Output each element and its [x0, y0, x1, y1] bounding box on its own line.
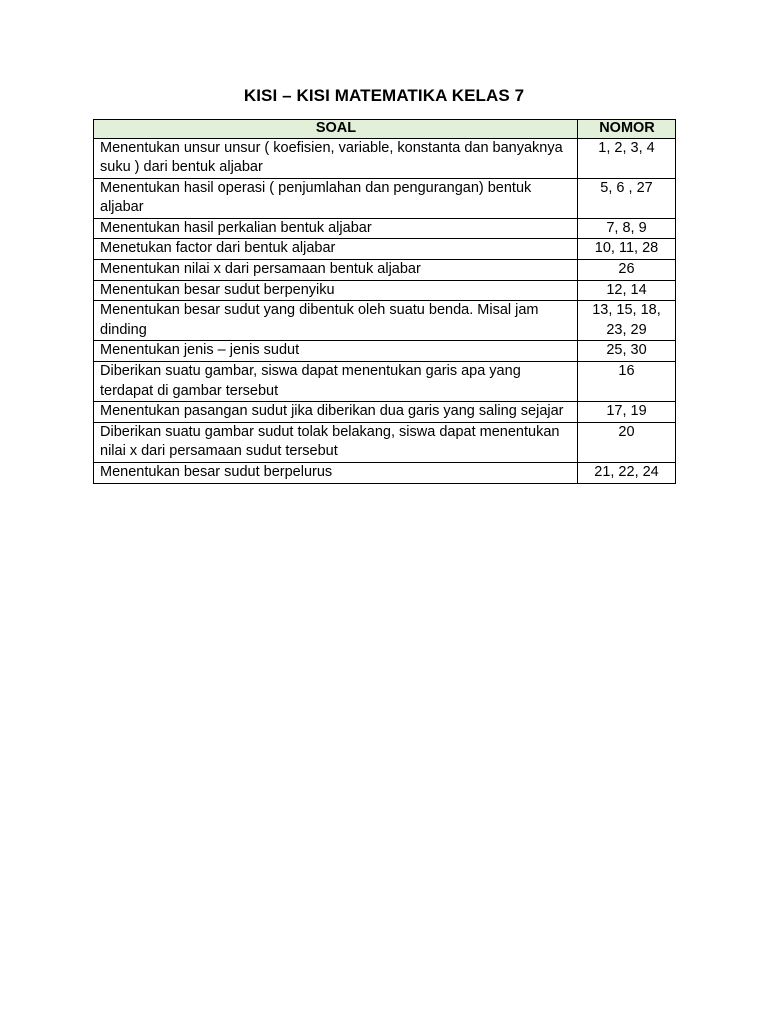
- table-row: [94, 138, 676, 178]
- kisi-table: [93, 119, 676, 484]
- soal-cell: Menentukan nilai x dari persamaan bentuk aljabar: [94, 260, 578, 281]
- soal-cell: Menentukan jenis – jenis sudut: [94, 341, 578, 362]
- table-header-row: [94, 120, 676, 139]
- soal-cell: Menentukan besar sudut berpelurus: [94, 463, 578, 484]
- soal-cell: Menentukan besar sudut berpenyiku: [94, 280, 578, 301]
- nomor-cell: 5, 6 , 27: [578, 178, 676, 218]
- table-row: [94, 178, 676, 218]
- nomor-cell: 1, 2, 3, 4: [578, 138, 676, 178]
- table-row: [94, 362, 676, 402]
- nomor-cell: 25, 30: [578, 341, 676, 362]
- table-row: [94, 239, 676, 260]
- soal-cell: Diberikan suatu gambar, siswa dapat menentukan garis apa yang terdapat di gambar tersebut: [94, 362, 578, 402]
- table-row: [94, 218, 676, 239]
- soal-cell: Menentukan hasil operasi ( penjumlahan dan pengurangan) bentuk aljabar: [94, 178, 578, 218]
- soal-cell: Menentukan hasil perkalian bentuk aljabar: [94, 218, 578, 239]
- column-header-nomor: NOMOR: [578, 120, 676, 139]
- nomor-cell: 20: [578, 422, 676, 462]
- nomor-cell: 10, 11, 28: [578, 239, 676, 260]
- table-row: [94, 301, 676, 341]
- nomor-cell: 17, 19: [578, 402, 676, 423]
- nomor-cell: 26: [578, 260, 676, 281]
- nomor-cell: 21, 22, 24: [578, 463, 676, 484]
- table-row: [94, 260, 676, 281]
- page-title: KISI – KISI MATEMATIKA KELAS 7: [243, 86, 525, 105]
- soal-cell: Menentukan besar sudut yang dibentuk oleh suatu benda. Misal jam dinding: [94, 301, 578, 341]
- table-row: [94, 341, 676, 362]
- nomor-cell: 7, 8, 9: [578, 218, 676, 239]
- soal-cell: Menentukan unsur unsur ( koefisien, variable, konstanta dan banyaknya suku ) dari bentuk aljabar: [94, 138, 578, 178]
- soal-cell: Menetukan factor dari bentuk aljabar: [94, 239, 578, 260]
- table-row: [94, 280, 676, 301]
- column-header-soal: SOAL: [94, 120, 578, 139]
- soal-cell: Diberikan suatu gambar sudut tolak belakang, siswa dapat menentukan nilai x dari persamaan sudut tersebut: [94, 422, 578, 462]
- nomor-cell: 13, 15, 18, 23, 29: [578, 301, 676, 341]
- nomor-cell: 16: [578, 362, 676, 402]
- soal-cell: Menentukan pasangan sudut jika diberikan dua garis yang saling sejajar: [94, 402, 578, 423]
- table-row: [94, 463, 676, 484]
- table-row: [94, 402, 676, 423]
- table-row: [94, 422, 676, 462]
- nomor-cell: 12, 14: [578, 280, 676, 301]
